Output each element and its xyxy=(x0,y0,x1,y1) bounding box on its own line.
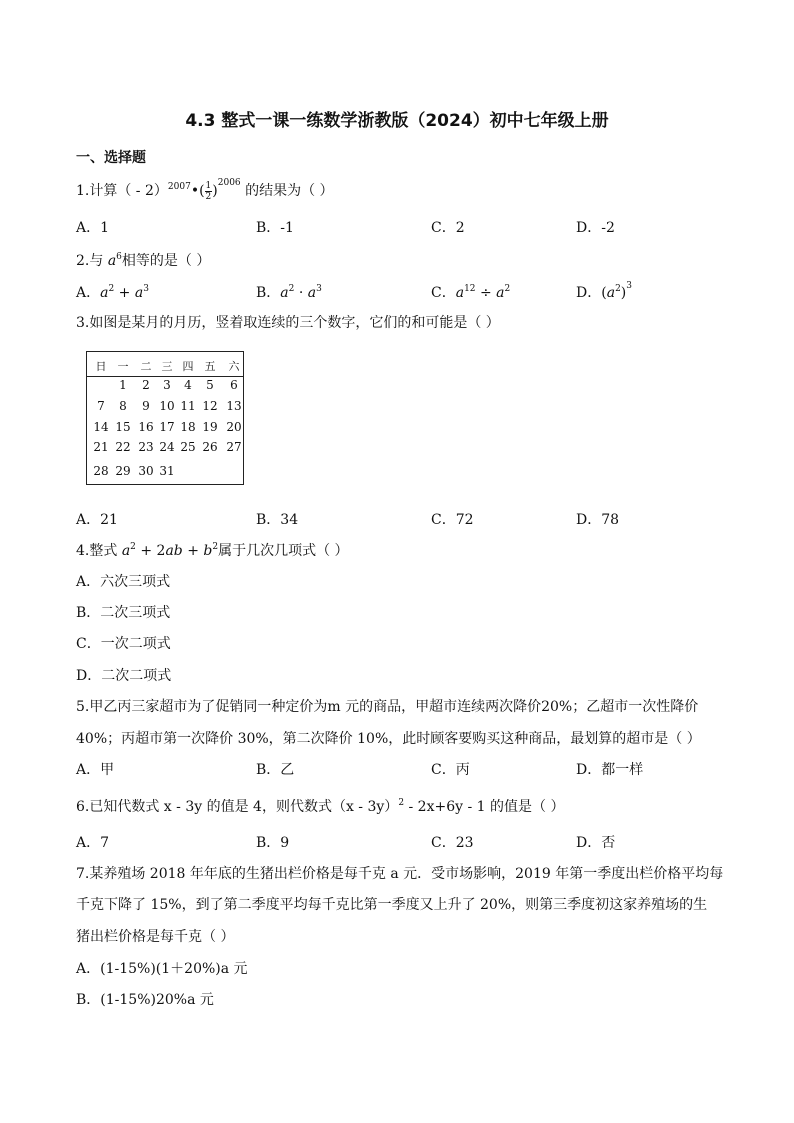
q4-option-d: D．二次二项式 xyxy=(76,668,172,684)
q2-option-c xyxy=(431,282,510,302)
question-3: 3.如图是某月的月历，竖着取连续的三个数字，它们的和可能是（ ） xyxy=(76,315,500,331)
q5-option-b: B．乙 xyxy=(256,762,295,778)
q5-option-a: A．甲 xyxy=(76,762,115,778)
q2-d-exp2: 3 xyxy=(626,281,632,291)
calendar-day-cell: 8 xyxy=(119,399,127,413)
q2-d-close: ) xyxy=(620,285,627,301)
calendar-weekday-header: 五 xyxy=(204,360,216,373)
calendar-day-cell: 25 xyxy=(180,440,196,454)
calendar-weekday-header: 四 xyxy=(182,360,194,373)
calendar-day-cell: 13 xyxy=(226,399,242,413)
calendar-day-cell: 1 xyxy=(119,378,127,392)
q7-option-a: A．(1-15%)(1＋20%)a 元 xyxy=(76,961,248,977)
q4-option-b: B．二次三项式 xyxy=(76,605,171,621)
calendar-day-cell: 20 xyxy=(226,420,242,434)
q2-a-op: + xyxy=(114,285,135,301)
calendar-day-cell: 27 xyxy=(226,440,242,454)
q2-b-exp2: 3 xyxy=(316,284,322,294)
q2-d-exp1: 2 xyxy=(615,284,621,294)
calendar-day-cell: 16 xyxy=(138,420,154,434)
q6-option-b: B．9 xyxy=(256,835,290,851)
q2-option-b xyxy=(256,282,322,302)
question-7-line-1: 7.某养殖场 2018 年年底的生猪出栏价格是每千克 a 元．受市场影响，2019 年第一季度出栏价格平均每 xyxy=(76,866,724,882)
q1-option-d: D．-2 xyxy=(576,220,615,236)
q4-term-b: b xyxy=(203,543,213,559)
q6-exp: 2 xyxy=(398,798,405,808)
q2-base: a xyxy=(107,253,117,269)
q2-a-term2: a xyxy=(134,285,144,301)
calendar-weekday-header: 六 xyxy=(228,360,240,373)
calendar-day-cell: 11 xyxy=(180,399,196,413)
question-7-line-2: 千克下降了 15%，到了第二季度平均每千克比第一季度又上升了 20%，则第三季度初这家养殖场的生 xyxy=(76,897,708,913)
q4-mid: + 2 xyxy=(135,543,166,559)
q6-option-d: D．否 xyxy=(576,835,616,851)
calendar-day-cell: 9 xyxy=(142,399,150,413)
q2-b-term2: a xyxy=(307,285,317,301)
q4-exp2: 2 xyxy=(212,542,219,552)
q1-frac-num: 1 xyxy=(205,180,212,191)
q1-dot: •( xyxy=(190,183,205,199)
q2-c-exp2: 2 xyxy=(504,284,511,294)
calendar-day-cell: 21 xyxy=(93,440,109,454)
q4-prefix: 4.整式 xyxy=(76,543,122,559)
question-6 xyxy=(76,796,564,816)
q6-prefix: 6.已知代数式 x - 3y 的值是 4，则代数式（x - 3y） xyxy=(76,799,399,815)
q6-option-c: C．23 xyxy=(431,835,474,851)
q5-option-c: C．丙 xyxy=(431,762,470,778)
q4-term-ab: ab xyxy=(165,543,183,559)
calendar-day-cell: 15 xyxy=(115,420,131,434)
q2-b-exp1: 2 xyxy=(288,284,295,294)
q3-option-d: D．78 xyxy=(576,512,620,528)
calendar-day-cell: 28 xyxy=(93,464,109,478)
calendar-day-cell: 3 xyxy=(163,378,171,392)
page-title: 4.3 整式一课一练数学浙教版（2024）初中七年级上册 xyxy=(185,111,609,131)
q2-exp: 6 xyxy=(116,252,122,262)
q2-suffix: 相等的是（ ） xyxy=(121,253,211,269)
q2-a-exp1: 2 xyxy=(108,284,115,294)
q4-term-a: a xyxy=(121,543,131,559)
calendar-day-cell: 14 xyxy=(93,420,109,434)
calendar-day-cell: 10 xyxy=(159,399,175,413)
calendar-day-cell: 23 xyxy=(138,440,154,454)
section-heading: 一、选择题 xyxy=(76,150,146,166)
calendar-day-cell: 26 xyxy=(202,440,218,454)
q2-option-b-label: B． xyxy=(256,285,281,301)
calendar-weekday-header: 二 xyxy=(140,360,152,373)
q6-option-a: A．7 xyxy=(76,835,110,851)
calendar-day-cell: 18 xyxy=(180,420,196,434)
q2-option-a-label: A． xyxy=(76,285,101,301)
calendar-day-cell: 17 xyxy=(159,420,175,434)
q4-exp1: 2 xyxy=(130,542,136,552)
question-5-line-2: 40%；丙超市第一次降价 30%，第二次降价 10%，此时顾客要购买这种商品，最划算的超市是（ ） xyxy=(76,731,701,747)
q2-option-d xyxy=(576,282,632,302)
calendar-day-cell: 7 xyxy=(97,399,105,413)
q4-plus: + xyxy=(182,543,204,559)
q2-prefix: 2.与 xyxy=(76,253,108,269)
question-1 xyxy=(76,180,334,202)
calendar-day-cell: 6 xyxy=(230,378,238,392)
q2-a-exp2: 3 xyxy=(143,284,149,294)
calendar-day-cell: 29 xyxy=(115,464,131,478)
q2-c-term2: a xyxy=(496,285,505,301)
calendar-figure xyxy=(86,351,244,485)
q4-suffix: 属于几次几项式（ ） xyxy=(218,543,349,559)
q3-option-c: C．72 xyxy=(431,512,474,528)
calendar-day-cell: 2 xyxy=(142,378,150,392)
calendar-weekday-header: 三 xyxy=(161,360,173,373)
q1-option-c: C．2 xyxy=(431,220,465,236)
q2-c-term1: a xyxy=(455,285,465,301)
q4-option-c: C．一次二项式 xyxy=(76,636,171,652)
q2-b-op: · xyxy=(294,285,308,301)
calendar-day-cell: 22 xyxy=(115,440,131,454)
q1-option-b: B．-1 xyxy=(256,220,294,236)
q1-prefix: 1.计算（ - 2） xyxy=(76,183,168,199)
q2-option-d-label: D． xyxy=(576,285,602,301)
q6-suffix: - 2x+6y - 1 的值是（ ） xyxy=(404,799,565,815)
q3-option-a: A．21 xyxy=(76,512,118,528)
question-7-line-3: 猪出栏价格是每千克（ ） xyxy=(76,929,235,945)
q3-option-b: B．34 xyxy=(256,512,299,528)
q2-c-op: ÷ xyxy=(475,285,497,301)
calendar-day-cell: 12 xyxy=(202,399,218,413)
q2-c-exp1: 12 xyxy=(464,284,476,294)
q4-option-a: A．六次三项式 xyxy=(76,574,171,590)
q2-option-a xyxy=(76,282,149,302)
calendar-day-cell: 19 xyxy=(202,420,218,434)
q2-a-term1: a xyxy=(100,285,109,301)
q2-option-c-label: C． xyxy=(431,285,456,301)
question-5-line-1: 5.甲乙丙三家超市为了促销同一种定价为m 元的商品，甲超市连续两次降价20%；乙超市一次性降价 xyxy=(76,699,699,715)
q1-option-a: A．1 xyxy=(76,220,110,236)
calendar-weekday-header: 日 xyxy=(95,360,107,373)
q7-option-b: B．(1-15%)20%a 元 xyxy=(76,992,214,1008)
q2-d-open: ( xyxy=(601,285,607,301)
q2-b-term1: a xyxy=(280,285,289,301)
q1-frac-den: 2 xyxy=(205,191,212,202)
q1-close: ) xyxy=(212,183,218,199)
q2-d-term: a xyxy=(606,285,616,301)
calendar-day-cell: 31 xyxy=(159,464,175,478)
calendar-day-cell: 5 xyxy=(206,378,214,392)
q1-exp1: 2007 xyxy=(167,182,191,192)
q1-exp2: 2006 xyxy=(217,178,241,188)
q5-option-d: D．都一样 xyxy=(576,762,644,778)
calendar-day-cell: 30 xyxy=(138,464,154,478)
calendar-day-cell: 24 xyxy=(159,440,175,454)
question-2 xyxy=(76,250,210,270)
question-4 xyxy=(76,540,349,560)
calendar-day-cell: 4 xyxy=(184,378,192,392)
calendar-weekday-header: 一 xyxy=(117,360,129,373)
q1-suffix: 的结果为（ ） xyxy=(240,183,334,199)
